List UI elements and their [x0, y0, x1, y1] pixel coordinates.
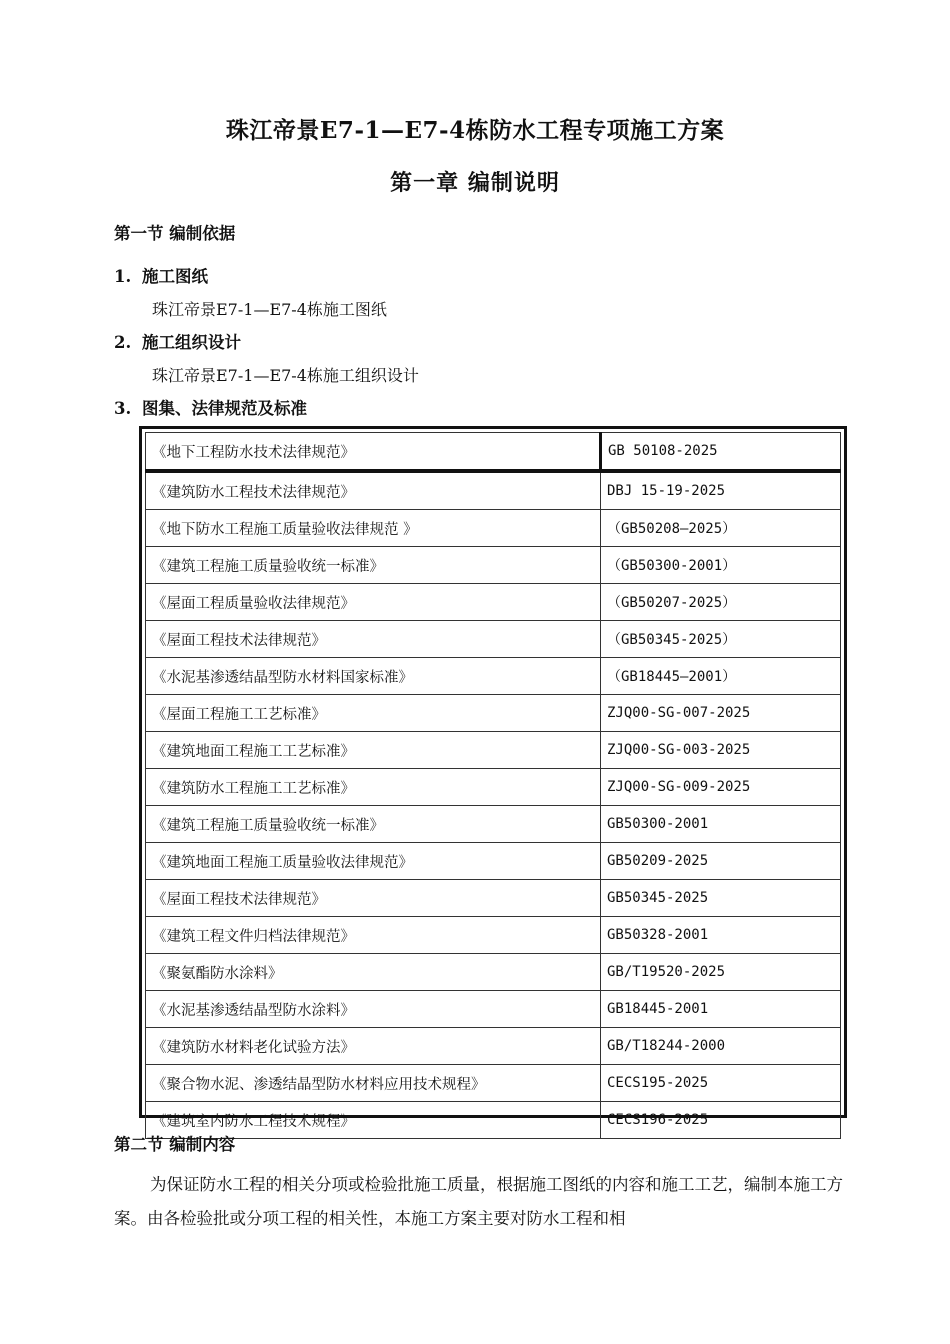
section-heading-content: 第二节 编制内容 — [114, 1135, 236, 1154]
standard-name: 《水泥基渗透结晶型防水材料国家标准》 — [146, 658, 601, 695]
standard-code: ZJQ00-SG-003-2025 — [601, 732, 841, 769]
standard-name: 《建筑室内防水工程技术规程》 — [146, 1102, 601, 1139]
table-row — [146, 1102, 841, 1139]
standard-name: 《建筑防水工程施工工艺标准》 — [146, 769, 601, 806]
table-row — [146, 1028, 841, 1065]
standard-name: 《建筑地面工程施工工艺标准》 — [146, 732, 601, 769]
item-heading-org-design — [114, 329, 241, 353]
standard-name: 《屋面工程技术法律规范》 — [146, 880, 601, 917]
table-row — [146, 732, 841, 769]
standard-code: （GB18445—2001） — [601, 658, 841, 695]
standard-name: 《水泥基渗透结晶型防水涂料》 — [146, 991, 601, 1028]
item-number: 1. — [114, 267, 132, 286]
standards-table-frame — [139, 426, 847, 1130]
table-row — [146, 433, 841, 472]
standard-name: 《屋面工程技术法律规范》 — [146, 621, 601, 658]
table-row — [146, 1065, 841, 1102]
standard-code: CECS195-2025 — [601, 1065, 841, 1102]
standard-code: GB18445-2001 — [601, 991, 841, 1028]
table-row — [146, 621, 841, 658]
table-row — [146, 769, 841, 806]
standard-name: 《地下防水工程施工质量验收法律规范 》 — [146, 510, 601, 547]
standard-name: 《建筑工程施工质量验收统一标准》 — [146, 806, 601, 843]
table-row — [146, 954, 841, 991]
standard-code: （GB50207-2025） — [601, 584, 841, 621]
standard-code: ZJQ00-SG-009-2025 — [601, 769, 841, 806]
chapter-title: 第一章 编制说明 — [390, 170, 560, 196]
table-row — [146, 658, 841, 695]
standard-code: （GB50345-2025） — [601, 621, 841, 658]
table-row — [146, 584, 841, 621]
table-row — [146, 991, 841, 1028]
item-number: 2. — [114, 333, 132, 352]
standard-name: 《建筑防水材料老化试验方法》 — [146, 1028, 601, 1065]
table-row — [146, 471, 841, 510]
table-row — [146, 880, 841, 917]
standard-name: 《地下工程防水技术法律规范》 — [146, 433, 601, 472]
standard-code: GB/T19520-2025 — [601, 954, 841, 991]
standard-code: DBJ 15-19-2025 — [601, 471, 841, 510]
item-heading-drawings — [114, 263, 208, 287]
standard-code: GB 50108-2025 — [601, 433, 841, 472]
standard-code: GB50345-2025 — [601, 880, 841, 917]
standard-name: 《屋面工程施工工艺标准》 — [146, 695, 601, 732]
standard-code: GB50300-2001 — [601, 806, 841, 843]
item-title: 施工图纸 — [142, 267, 208, 286]
item-title: 图集、法律规范及标准 — [142, 399, 307, 418]
standard-name: 《聚合物水泥、渗透结晶型防水材料应用技术规程》 — [146, 1065, 601, 1102]
table-row — [146, 843, 841, 880]
standard-code: GB50328-2001 — [601, 917, 841, 954]
standard-name: 《建筑地面工程施工质量验收法律规范》 — [146, 843, 601, 880]
item-title: 施工组织设计 — [142, 333, 241, 352]
standard-code: （GB50300-2001） — [601, 547, 841, 584]
item-heading-standards — [114, 395, 307, 419]
item-text-drawings: 珠江帝景E7-1—E7-4栋施工图纸 — [152, 300, 387, 319]
standard-code: CECS196-2025 — [601, 1102, 841, 1139]
table-row — [146, 547, 841, 584]
standard-name: 《屋面工程质量验收法律规范》 — [146, 584, 601, 621]
standard-code: GB50209-2025 — [601, 843, 841, 880]
item-number: 3. — [114, 399, 132, 418]
document-title: 珠江帝景E7-1—E7-4栋防水工程专项施工方案 — [225, 117, 725, 144]
standard-name: 《聚氨酯防水涂料》 — [146, 954, 601, 991]
item-text-org-design: 珠江帝景E7-1—E7-4栋施工组织设计 — [152, 366, 419, 385]
standard-code: （GB50208—2025） — [601, 510, 841, 547]
table-row — [146, 917, 841, 954]
section-heading-basis: 第一节 编制依据 — [114, 224, 236, 243]
table-row — [146, 695, 841, 732]
standard-code: GB/T18244-2000 — [601, 1028, 841, 1065]
standard-name: 《建筑工程文件归档法律规范》 — [146, 917, 601, 954]
body-paragraph: 为保证防水工程的相关分项或检验批施工质量，根据施工图纸的内容和施工工艺，编制本施工方案。由各检验批或分项工程的相关性，本施工方案主要对防水工程和相 — [114, 1175, 843, 1228]
standard-name: 《建筑工程施工质量验收统一标准》 — [146, 547, 601, 584]
standard-code: ZJQ00-SG-007-2025 — [601, 695, 841, 732]
table-row — [146, 510, 841, 547]
standard-name: 《建筑防水工程技术法律规范》 — [146, 471, 601, 510]
standards-table — [145, 432, 841, 1139]
table-row — [146, 806, 841, 843]
